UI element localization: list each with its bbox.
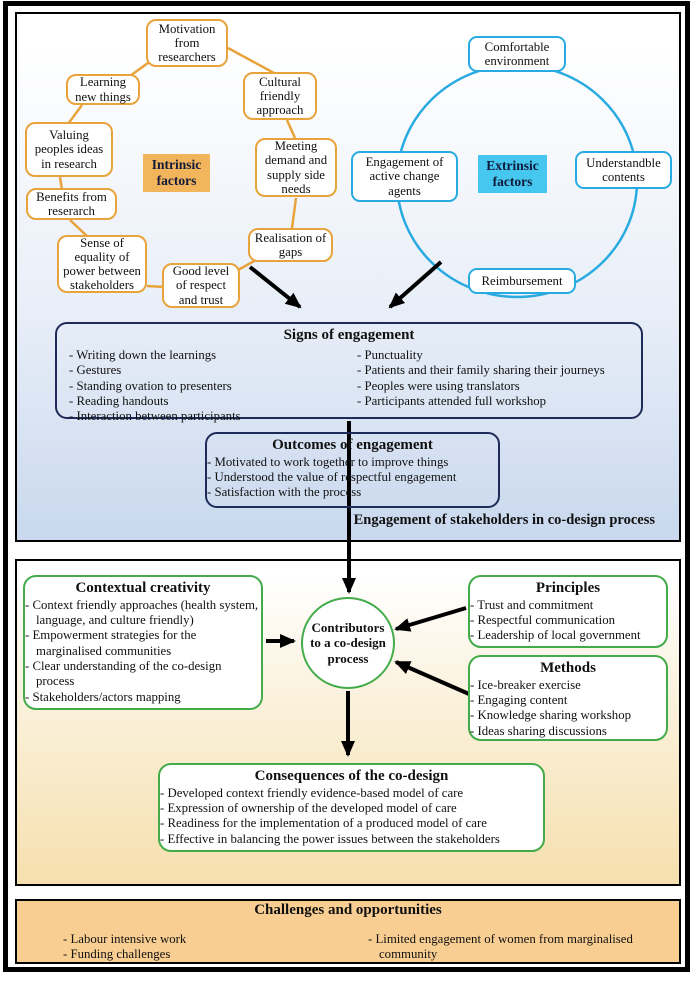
list-item: - Expression of ownership of the developed model of care <box>160 801 457 816</box>
list-item: - Participants attended full workshop <box>357 394 547 409</box>
contextual-title: Contextual creativity <box>75 580 211 596</box>
list-item: - Patients and their family sharing their journeys <box>357 363 605 378</box>
list-item: - Motivated to work together to improve things <box>207 454 449 469</box>
node-realisation-of-gaps: Realisation of gaps <box>248 228 333 262</box>
extrinsic-factors-label: Extrinsic factors <box>478 155 547 193</box>
list-item: - Limited engagement of women from marginalised community <box>368 932 633 962</box>
list-item: - Leadership of local government <box>470 628 641 643</box>
list-item: - Punctuality <box>357 348 423 362</box>
outcomes-list <box>207 455 498 501</box>
list-item: - Empowerment strategies for the marginalised communities <box>25 628 197 658</box>
signs-of-engagement-box <box>55 322 643 424</box>
node-benefits-from-research: Benefits from reserarch <box>26 188 117 220</box>
list-item: - Stakeholders/actors mapping <box>25 689 181 704</box>
list-item: - Effective in balancing the power issues between the stakeholders <box>160 831 500 846</box>
list-item: - Developed context friendly evidence-based model of care <box>160 785 464 800</box>
node-learning-new-things: Learning new things <box>66 74 140 105</box>
list-item: - Ideas sharing discussions <box>470 723 607 738</box>
list-item: - Peoples were using translators <box>357 378 520 393</box>
outcomes-of-engagement-box <box>205 432 500 508</box>
list-item: - Writing down the learnings <box>69 348 217 362</box>
signs-right-list <box>357 348 642 409</box>
methods-list <box>470 678 666 739</box>
principles-title: Principles <box>535 580 601 596</box>
consequences-list <box>160 786 543 847</box>
list-item: - Clear understanding of the co-design process <box>25 659 222 689</box>
intrinsic-factors-label: Intrinsic factors <box>143 154 210 192</box>
arrow-extrinsic-to-signs <box>390 262 441 307</box>
contextual-list <box>25 598 261 705</box>
list-item: - Reading handouts <box>69 394 169 409</box>
outcomes-title: Outcomes of engagement <box>272 437 433 453</box>
consequences-box <box>158 763 545 852</box>
list-item: - Context friendly approaches (health system, language, and culture friendly) <box>25 597 259 628</box>
node-engagement-change-agents: Engagement of active change agents <box>351 151 458 202</box>
contributors-circle <box>301 597 395 689</box>
consequences-title: Consequences of the co-design <box>254 768 449 784</box>
list-item: - Labour intensive work <box>63 932 187 946</box>
challenges-right-list <box>368 932 666 963</box>
node-cultural-friendly-approach: Cultural friendly approach <box>243 72 317 120</box>
list-item: - Knowledge sharing workshop <box>470 708 631 723</box>
list-item: - Trust and commitment <box>470 597 594 612</box>
signs-left-list <box>69 348 349 425</box>
node-valuing-peoples-ideas: Valuing peoples ideas in research <box>25 122 113 177</box>
principles-box <box>468 575 668 648</box>
list-item: - Satisfaction with the process <box>207 485 362 500</box>
node-reimbursement: Reimbursement <box>468 268 576 294</box>
arrow-principles-to-contributors <box>396 608 466 629</box>
list-item: - Interaction between participants <box>69 409 241 424</box>
list-item: - Standing ovation to presenters <box>69 378 232 393</box>
node-motivation-from-researchers: Motivation from researchers <box>146 19 228 67</box>
challenges-left-list <box>63 932 313 963</box>
node-good-level-respect-trust: Good level of respect and trust <box>162 263 240 308</box>
list-item: - Gestures <box>69 363 122 378</box>
node-understandable-contents: Understandble contents <box>575 151 672 189</box>
signs-title: Signs of engagement <box>283 327 415 343</box>
arrow-intrinsic-to-signs <box>250 267 300 307</box>
list-item: - Respectful communication <box>470 613 615 628</box>
contextual-creativity-box <box>23 575 263 710</box>
arrow-methods-to-contributors <box>396 662 469 694</box>
node-comfortable-environment: Comfortable environment <box>468 36 566 72</box>
list-item: - Ice-breaker exercise <box>470 677 581 692</box>
contributors-label: Contributors to a co-design process <box>310 619 386 666</box>
methods-box <box>468 655 668 741</box>
methods-title: Methods <box>540 660 596 676</box>
node-sense-of-equality: Sense of equality of power between stakeholders <box>57 235 147 293</box>
list-item: - Engaging content <box>470 693 568 708</box>
principles-list <box>470 598 666 644</box>
list-item: - Funding challenges <box>63 947 171 962</box>
list-item: - Understood the value of respectful engagement <box>207 470 457 485</box>
node-meeting-demand-supply: Meeting demand and supply side needs <box>255 138 337 197</box>
challenges-title: Challenges and opportunities <box>254 902 442 918</box>
list-item: - Readiness for the implementation of a produced model of care <box>160 816 487 831</box>
panel1-caption: Engagement of stakeholders in co-design process <box>353 512 655 528</box>
